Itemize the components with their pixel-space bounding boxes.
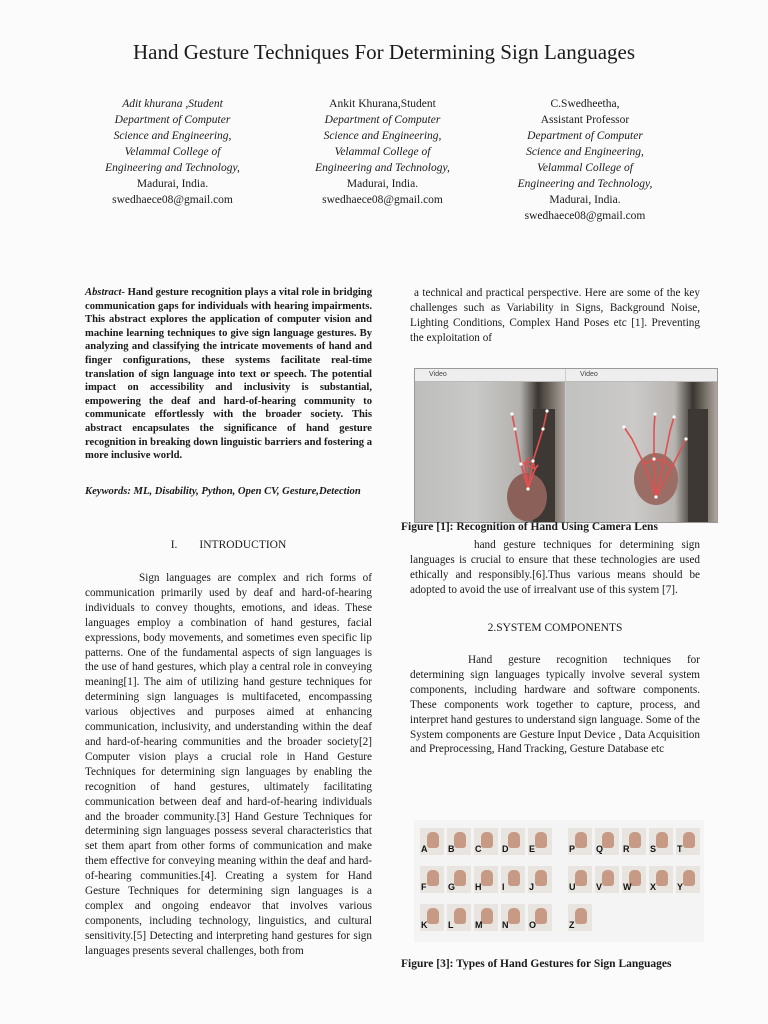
hand-shape [427, 870, 439, 886]
figure-1-image [414, 368, 718, 523]
gesture-letter: Q [596, 844, 604, 854]
hand-shape [535, 832, 547, 848]
gesture-letter: R [623, 844, 630, 854]
sign-gesture-x [649, 866, 673, 893]
window-title: Video [566, 369, 717, 382]
hand-shape [508, 870, 520, 886]
gesture-letter: F [421, 882, 427, 892]
abstract-label: Abstract- [85, 287, 126, 298]
hand-shape [481, 908, 493, 924]
hand-landmark-overlay-right [566, 369, 717, 522]
sign-gesture-y [676, 866, 700, 893]
hand-shape [629, 832, 641, 848]
sign-gesture-u [568, 866, 592, 893]
hand-shape [656, 870, 668, 886]
system-components-body: Hand gesture recognition techniques for determining sign languages typically involve several system components, including hardware and software components. These components work together to capture, process, and interpret hand gestures to understand sign language. Some of the System components are Gesture Input Device , Data Acquisition and Preprocessing, Hand Tracking, Gesture Database etc [410, 654, 700, 756]
hand-shape [683, 832, 695, 848]
hand-shape [602, 870, 614, 886]
gesture-letter: Z [569, 920, 575, 930]
figure-1-caption: Figure [1]: Recognition of Hand Using Camera Lens [401, 521, 658, 533]
author-affiliation: Velammal College of [124, 146, 221, 158]
gesture-letter: W [623, 882, 632, 892]
gesture-letter: G [448, 882, 456, 892]
hand-shape [454, 908, 466, 924]
author-title: Assistant Professor [540, 114, 630, 126]
right-column-paragraph: a technical and practical perspective. Here are some of the key challenges such as Variability in Signs, Background Noise, Lighting Conditions, Complex Hand Poses etc [1]. Preventing the exploitation of [410, 287, 700, 344]
gesture-letter: S [650, 844, 657, 854]
gesture-letter: V [596, 882, 603, 892]
author-affiliation: Science and Engineering, [113, 130, 232, 142]
hand-landmark-overlay-left [415, 369, 565, 522]
system-components-heading: 2.SYSTEM COMPONENTS [487, 622, 623, 634]
hand-shape [481, 870, 493, 886]
author-1 [90, 96, 255, 208]
hand-shape [575, 870, 587, 886]
figure-3-image [414, 820, 704, 942]
introduction-body: Sign languages are complex and rich forms of communication primarily used by deaf and hard-of-hearing individuals to convey thoughts, emotions, and ideas. These languages employ a combination of hand gestures, facial expressions, body movements, and sometimes even specific lip patterns. One of the fundamental aspects of sign languages is the use of hand gestures, which play a central role in conveying meaning[1]. The aim of utilizing hand gesture techniques for determining sign languages is multifaceted, encompassing various objectives and purposes aimed at enhancing communication, inclusivity, and understanding within the deaf and hard-of-hearing communities and the broader society[2] Computer vision plays a crucial role in Hand Gesture Techniques for determining sign languages by enabling the recognition of hand gestures, ultimately facilitating communication between deaf and hard-of-hearing individuals and the broader community.[3] Hand Gesture Techniques for determining sign languages possess several characteristics that set them apart from other forms of communication and make them effective for conveying meaning within the deaf and hard-of-hearing communities.[4]. Creating a system for Hand Gesture Techniques for determining sign languages is a complex and ongoing endeavor that involves various components, including technology, linguistics, and cultural sensitivity.[5] Detecting and interpreting hand gestures for sign languages presents several challenges, both from [85, 572, 372, 957]
author-3 [500, 96, 670, 224]
gesture-letter: K [421, 920, 428, 930]
author-affiliation: Science and Engineering, [323, 130, 442, 142]
author-affiliation: Engineering and Technology, [315, 162, 450, 174]
author-affiliation: Science and Engineering, [526, 146, 644, 158]
gesture-letter: I [502, 882, 505, 892]
sign-gesture-b [447, 828, 471, 855]
sign-gesture-l [447, 904, 471, 931]
gesture-letter: O [529, 920, 537, 930]
hand-shape [535, 870, 547, 886]
sign-gesture-d [501, 828, 525, 855]
hand-shape [508, 908, 520, 924]
sign-gesture-v [595, 866, 619, 893]
abstract-text: Hand gesture recognition plays a vital role in bridging communication gaps for individuals with hearing impairments. This abstract explores the application of computer vision and machine learning techniques to give sign language gestures. By analyzing and classifying the intricate movements of hand and finger configurations, these systems facilitate real-time translation of sign language into text or speech. The potential impact on accessibility and inclusivity is substantial, empowering the deaf and hard-of-hearing community to communicate effortlessly with the broader society. This abstract encapsulates the significance of hand gesture recognition in breaking down linguistic barriers and fostering a more inclusive world. [85, 287, 372, 462]
hand-shape [427, 832, 439, 848]
sign-gesture-i [501, 866, 525, 893]
author-city: Madurai, India. [549, 194, 621, 206]
figure-3-caption: Figure [3]: Types of Hand Gestures for Sign Languages [401, 958, 672, 970]
author-affiliation: Velammal College of [334, 146, 431, 158]
abstract [85, 286, 372, 463]
hand-shape [535, 908, 547, 924]
sign-gesture-n [501, 904, 525, 931]
gesture-letter: X [650, 882, 657, 892]
hand-shape [427, 908, 439, 924]
camera-window-right [566, 369, 717, 522]
hand-shape [602, 832, 614, 848]
author-2 [300, 96, 465, 208]
sign-gesture-o [528, 904, 552, 931]
gesture-letter: D [502, 844, 509, 854]
author-email: swedhaece08@gmail.com [322, 194, 443, 206]
gesture-letter: C [475, 844, 482, 854]
gesture-letter: Y [677, 882, 684, 892]
gesture-letter: E [529, 844, 536, 854]
hand-shape [575, 832, 587, 848]
author-name: C.Swedheetha, [550, 98, 620, 110]
sign-gesture-j [528, 866, 552, 893]
hand-shape [575, 908, 587, 924]
sign-gesture-t [676, 828, 700, 855]
sign-gesture-f [420, 866, 444, 893]
gesture-letter: P [569, 844, 576, 854]
camera-window-left [415, 369, 565, 522]
gesture-letter: M [475, 920, 483, 930]
right-column-paragraph-2: hand gesture techniques for determining sign languages is crucial to ensure that these technologies are used ethically and responsibly.[6].Thus various means should be adopted to avoid the use of irrealvant use of this system [7]. [410, 539, 700, 596]
sign-gesture-e [528, 828, 552, 855]
author-affiliation: Department of Computer [324, 114, 441, 126]
gesture-letter: T [677, 844, 683, 854]
keywords: Keywords: ML, Disability, Python, Open CV, Gesture,Detection [85, 486, 361, 497]
hand-shape [508, 832, 520, 848]
gesture-letter: J [529, 882, 535, 892]
author-name: Ankit Khurana,Student [329, 98, 436, 110]
introduction-heading [85, 539, 372, 551]
author-name: Adit khurana ,Student [122, 98, 223, 110]
sign-gesture-g [447, 866, 471, 893]
author-email: swedhaece08@gmail.com [524, 210, 646, 222]
section-title: INTRODUCTION [199, 539, 287, 551]
sign-gesture-s [649, 828, 673, 855]
sign-gesture-z [568, 904, 592, 931]
hand-shape [656, 832, 668, 848]
gesture-letter: N [502, 920, 509, 930]
author-city: Madurai, India. [346, 178, 419, 190]
paper-title: Hand Gesture Techniques For Determining Sign Languages [132, 40, 636, 64]
author-affiliation: Engineering and Technology, [105, 162, 240, 174]
hand-shape [683, 870, 695, 886]
sign-gesture-m [474, 904, 498, 931]
author-affiliation: Engineering and Technology, [517, 178, 653, 190]
sign-gesture-a [420, 828, 444, 855]
sign-gesture-k [420, 904, 444, 931]
gesture-letter: B [448, 844, 455, 854]
hand-shape [454, 870, 466, 886]
hand-shape [481, 832, 493, 848]
author-affiliation: Department of Computer [527, 130, 643, 142]
author-email: swedhaece08@gmail.com [112, 194, 233, 206]
author-affiliation: Velammal College of [537, 162, 633, 174]
hand-shape [454, 832, 466, 848]
sign-gesture-h [474, 866, 498, 893]
author-affiliation: Department of Computer [114, 114, 231, 126]
section-number: I. [170, 539, 178, 551]
window-title: Video [415, 369, 565, 382]
gesture-letter: A [421, 844, 428, 854]
sign-gesture-p [568, 828, 592, 855]
gesture-letter: H [475, 882, 482, 892]
author-city: Madurai, India. [136, 178, 209, 190]
sign-gesture-r [622, 828, 646, 855]
sign-gesture-w [622, 866, 646, 893]
gesture-letter: U [569, 882, 576, 892]
sign-gesture-q [595, 828, 619, 855]
gesture-letter: L [448, 920, 454, 930]
sign-gesture-c [474, 828, 498, 855]
